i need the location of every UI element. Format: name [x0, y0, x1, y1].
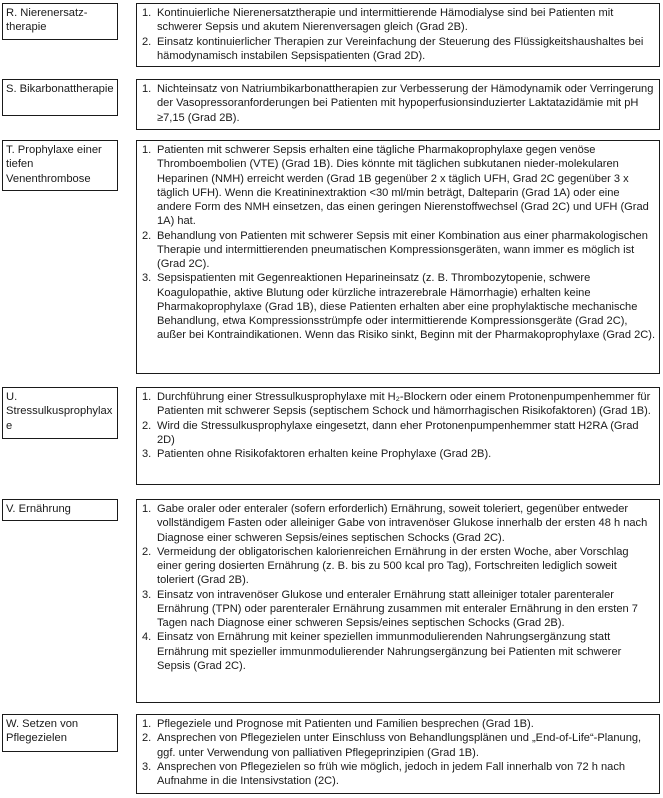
recommendation-list — [139, 390, 656, 461]
section-content — [136, 140, 660, 374]
recommendation-list — [139, 143, 656, 343]
section-label: U. Stressulkusprophylaxe — [2, 387, 118, 439]
recommendation-list — [139, 82, 656, 125]
section-label: V. Ernährung — [2, 499, 118, 521]
section-content — [136, 714, 660, 794]
list-item: 2. Einsatz kontinuierlicher Therapien zur Vereinfachung der Steuerung des Flüssigkeitshaushaltes bei hämodynamisch instabilen Sepsispatienten (Grad 2D). — [142, 35, 644, 62]
list-item: 1. Nichteinsatz von Natriumbikarbonattherapien zur Verbesserung der Hämodynamik oder Verringerung der Vasopressoranforderungen bei Patienten mit hypoperfusionsinduzierter Laktatazidämie mit pH ≥7,15 (Grad 2B). — [142, 83, 654, 124]
list-item: 1. Durchführung einer Stressulkusprophylaxe mit H₂-Blockern oder einem Protonenpumpenhemmer für Patienten mit schwerer Sepsis (septischem Schock und hämorrhagischen Risikofaktoren) (Grad 1B). — [142, 391, 651, 418]
list-item: 2. Wird die Stressulkusprophylaxe eingesetzt, dann eher Protonenpumpenhemmer statt H2RA (Grad 2D) — [142, 419, 639, 446]
section-label: S. Bikarbonattherapie — [2, 79, 118, 116]
section-label: R. Nierenersatz-therapie — [2, 3, 118, 40]
list-item: 2. Ansprechen von Pflegezielen unter Einschluss von Behandlungsplänen und „End-of-Life“-Planung, ggf. unter Verwendung von palliativen Pflegeprinzipien (Grad 1B). — [142, 732, 642, 759]
list-item: 3. Patienten ohne Risikofaktoren erhalten keine Prophylaxe (Grad 2B). — [142, 448, 492, 460]
list-item: 1. Pflegeziele und Prognose mit Patienten und Familien besprechen (Grad 1B). — [142, 718, 534, 730]
section-label: W. Setzen von Pflegezielen — [2, 714, 118, 752]
recommendation-list — [139, 502, 656, 673]
recommendation-list — [139, 6, 656, 63]
recommendation-list — [139, 717, 656, 788]
section-content — [136, 79, 660, 130]
list-item: 1. Kontinuierliche Nierenersatztherapie und intermittierende Hämodialyse sind bei Patienten mit schwerer Sepsis und akutem Nierenversagen gleich (Grad 2B). — [142, 7, 614, 34]
list-item: 2. Behandlung von Patienten mit schwerer Sepsis mit einer Kombination aus einer pharmakologischen Therapie und intermittierenden pneumatischen Kompressionsgeräten, wann immer es möglich ist (Grad 2C). — [142, 229, 648, 270]
section-content — [136, 3, 660, 67]
section-content — [136, 499, 660, 703]
list-item: 3. Ansprechen von Pflegezielen so früh wie möglich, jedoch in jedem Fall innerhalb von 72 h nach Aufnahme in die Intensivstation (2C). — [142, 760, 626, 787]
list-item: 3. Sepsispatienten mit Gegenreaktionen Heparineinsatz (z. B. Thrombozytopenie, schwere Koagulopathie, aktive Blutung oder kürzliche intrazerebrale Hämorrhagie) erhalten keine Pharmakoprophylaxe (Grad 1B), diese Patienten erhalten aber eine prophylaktische mechanische Behandlung, etwa Kompressionsstrümpfe oder intermittierende Kompressionsgeräte (Grad 2C), außer bei Kontraindikationen. Wenn das Risiko sinkt, Beginn mit der Pharmakoprophylaxe (Grad 2C). — [142, 272, 656, 342]
list-item: 1. Patienten mit schwerer Sepsis erhalten eine tägliche Pharmakoprophylaxe gegen venöse Thromboembolien (VTE) (Grad 1B). Dies könnte mit täglichen subkutanen nieder-molekularen Heparinen (NMH) erreicht werden (Grad 1B gegenüber 2 x täglich UFH, Grad 2C gegenüber 3 x täglich UFH). Wenn die Kreatininextraktion <30 ml/min beträgt, Dalteparin (Grad 1A) oder eine andere Form des NMH einsetzen, das einen geringen Nierenstoffwechsel (Grad 2C) und UFH (Grad 1A) hat. — [142, 144, 649, 228]
section-label: T. Prophylaxe einer tiefen Venenthrombose — [2, 140, 118, 191]
list-item: 3. Einsatz von intravenöser Glukose und enteraler Ernährung statt alleiniger totaler parenteraler Ernährung (TPN) oder parenteraler Ernährung zusammen mit enteraler Ernährung in den ersten 7 Tagen nach Diagnose einer schweren Sepsis/eines septischen Schocks (Grad 2B). — [142, 588, 638, 629]
section-content — [136, 387, 660, 485]
list-item: 4. Einsatz von Ernährung mit keiner speziellen immunmodulierenden Nahrungsergänzung statt Ernährung mit spezieller immunmodulierender Nahrungsergänzung bei Patienten mit schwerer Sepsis (Grad 2C). — [142, 631, 622, 672]
list-item: 1. Gabe oraler oder enteraler (sofern erforderlich) Ernährung, soweit toleriert, gegenüber entweder vollständigem Fasten oder alleiniger Gabe von intravenöser Glukose innerhalb der ersten 48 h nach Diagnose einer schweren Sepsis/eines septischen Schocks (Grad 2C). — [142, 503, 648, 544]
list-item: 2. Vermeidung der obligatorischen kalorienreichen Ernährung in der ersten Woche, aber Vorschlag einer gering dosierten Ernährung (z. B. bis zu 500 kcal pro Tag), Fortschreiten lediglich soweit toleriert (Grad 2B). — [142, 545, 629, 587]
